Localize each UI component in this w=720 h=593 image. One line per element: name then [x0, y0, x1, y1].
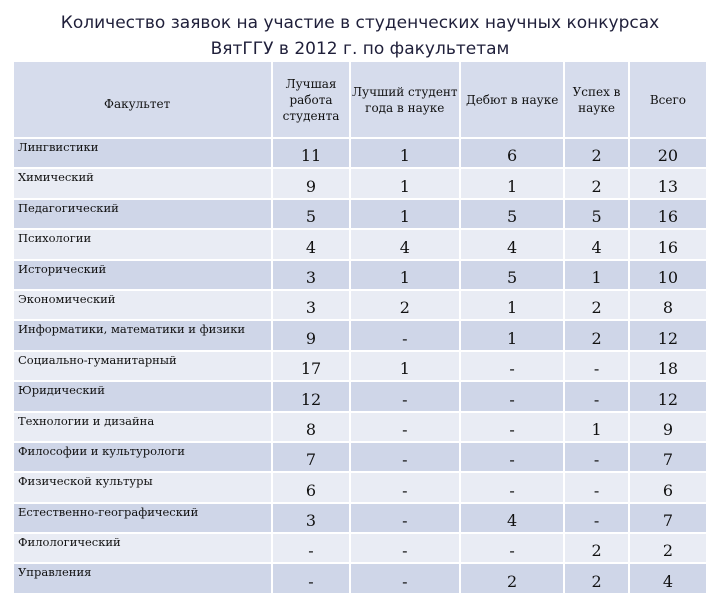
table-row: [14, 533, 706, 563]
success-cell: -: [564, 442, 629, 472]
debut-cell: 4: [460, 503, 564, 533]
debut-cell: -: [460, 472, 564, 502]
debut-cell: -: [460, 351, 564, 381]
success-cell: 2: [564, 290, 629, 320]
best-student-cell: -: [350, 472, 460, 502]
best-student-cell: 1: [350, 260, 460, 290]
total-cell: 7: [629, 442, 706, 472]
best-student-cell: 1: [350, 351, 460, 381]
total-cell: 16: [629, 229, 706, 259]
total-cell: 4: [629, 563, 706, 592]
debut-cell: 4: [460, 229, 564, 259]
slide-title: [0, 10, 720, 62]
faculty-name-cell: Информатики, математики и физики: [14, 320, 272, 350]
success-cell: -: [564, 381, 629, 411]
table-header-row: [14, 61, 706, 138]
header-debut: Дебют в науке: [460, 61, 564, 138]
header-success: Успех в науке: [564, 61, 629, 138]
debut-cell: -: [460, 381, 564, 411]
faculty-name-cell: Филологический: [14, 533, 272, 563]
table-row: [14, 199, 706, 229]
debut-cell: 1: [460, 168, 564, 198]
debut-cell: 5: [460, 199, 564, 229]
success-cell: 2: [564, 533, 629, 563]
total-cell: 18: [629, 351, 706, 381]
best-student-cell: -: [350, 503, 460, 533]
faculty-name-cell: Исторический: [14, 260, 272, 290]
best-work-cell: 12: [272, 381, 349, 411]
table-row: [14, 563, 706, 592]
debut-cell: -: [460, 533, 564, 563]
best-work-cell: 3: [272, 260, 349, 290]
best-work-cell: 4: [272, 229, 349, 259]
best-student-cell: 1: [350, 168, 460, 198]
faculty-name-cell: Педагогический: [14, 199, 272, 229]
total-cell: 8: [629, 290, 706, 320]
best-work-cell: 7: [272, 442, 349, 472]
best-work-cell: 6: [272, 472, 349, 502]
success-cell: 1: [564, 260, 629, 290]
faculty-name-cell: Юридический: [14, 381, 272, 411]
table-row: [14, 442, 706, 472]
faculty-name-cell: Физической культуры: [14, 472, 272, 502]
best-work-cell: 8: [272, 412, 349, 442]
header-best-work: Лучшая работа студента: [272, 61, 349, 138]
success-cell: -: [564, 351, 629, 381]
best-student-cell: -: [350, 412, 460, 442]
success-cell: 1: [564, 412, 629, 442]
faculty-name-cell: Лингвистики: [14, 138, 272, 168]
applications-table: [14, 60, 706, 593]
best-work-cell: 17: [272, 351, 349, 381]
table-row: [14, 472, 706, 502]
table-row: [14, 381, 706, 411]
header-total: Всего: [629, 61, 706, 138]
total-cell: 13: [629, 168, 706, 198]
best-student-cell: -: [350, 533, 460, 563]
table-row: [14, 260, 706, 290]
success-cell: -: [564, 503, 629, 533]
success-cell: 5: [564, 199, 629, 229]
table-row: [14, 168, 706, 198]
success-cell: 4: [564, 229, 629, 259]
total-cell: 20: [629, 138, 706, 168]
best-student-cell: -: [350, 442, 460, 472]
total-cell: 12: [629, 320, 706, 350]
best-student-cell: 2: [350, 290, 460, 320]
table-row: [14, 503, 706, 533]
best-student-cell: 4: [350, 229, 460, 259]
debut-cell: -: [460, 442, 564, 472]
header-best-student: Лучший студент года в науке: [350, 61, 460, 138]
header-faculty: Факультет: [14, 61, 272, 138]
best-student-cell: -: [350, 320, 460, 350]
table-row: [14, 320, 706, 350]
total-cell: 10: [629, 260, 706, 290]
total-cell: 7: [629, 503, 706, 533]
best-work-cell: 3: [272, 290, 349, 320]
faculty-name-cell: Управления: [14, 563, 272, 592]
table-row: [14, 290, 706, 320]
title-line-2: ВятГГУ в 2012 г. по факультетам: [210, 39, 510, 59]
best-work-cell: -: [272, 533, 349, 563]
debut-cell: 6: [460, 138, 564, 168]
best-work-cell: 3: [272, 503, 349, 533]
debut-cell: 2: [460, 563, 564, 592]
best-student-cell: 1: [350, 199, 460, 229]
table-row: [14, 229, 706, 259]
best-student-cell: 1: [350, 138, 460, 168]
best-work-cell: 9: [272, 320, 349, 350]
table-body: [14, 138, 706, 593]
best-work-cell: 11: [272, 138, 349, 168]
best-student-cell: -: [350, 381, 460, 411]
total-cell: 2: [629, 533, 706, 563]
faculty-name-cell: Химический: [14, 168, 272, 198]
total-cell: 16: [629, 199, 706, 229]
total-cell: 9: [629, 412, 706, 442]
faculty-name-cell: Философии и культурологи: [14, 442, 272, 472]
table-row: [14, 412, 706, 442]
faculty-name-cell: Психологии: [14, 229, 272, 259]
best-work-cell: 9: [272, 168, 349, 198]
best-work-cell: -: [272, 563, 349, 592]
success-cell: 2: [564, 168, 629, 198]
total-cell: 12: [629, 381, 706, 411]
success-cell: 2: [564, 563, 629, 592]
faculty-name-cell: Естественно-географический: [14, 503, 272, 533]
best-work-cell: 5: [272, 199, 349, 229]
debut-cell: 1: [460, 290, 564, 320]
faculty-name-cell: Экономический: [14, 290, 272, 320]
total-cell: 6: [629, 472, 706, 502]
table-row: [14, 351, 706, 381]
title-line-1: Количество заявок на участие в студенческих научных конкурсах: [60, 13, 660, 33]
debut-cell: 1: [460, 320, 564, 350]
success-cell: -: [564, 472, 629, 502]
debut-cell: 5: [460, 260, 564, 290]
success-cell: 2: [564, 138, 629, 168]
debut-cell: -: [460, 412, 564, 442]
success-cell: 2: [564, 320, 629, 350]
faculty-name-cell: Социально-гуманитарный: [14, 351, 272, 381]
table-row: [14, 138, 706, 168]
faculty-name-cell: Технологии и дизайна: [14, 412, 272, 442]
best-student-cell: -: [350, 563, 460, 592]
